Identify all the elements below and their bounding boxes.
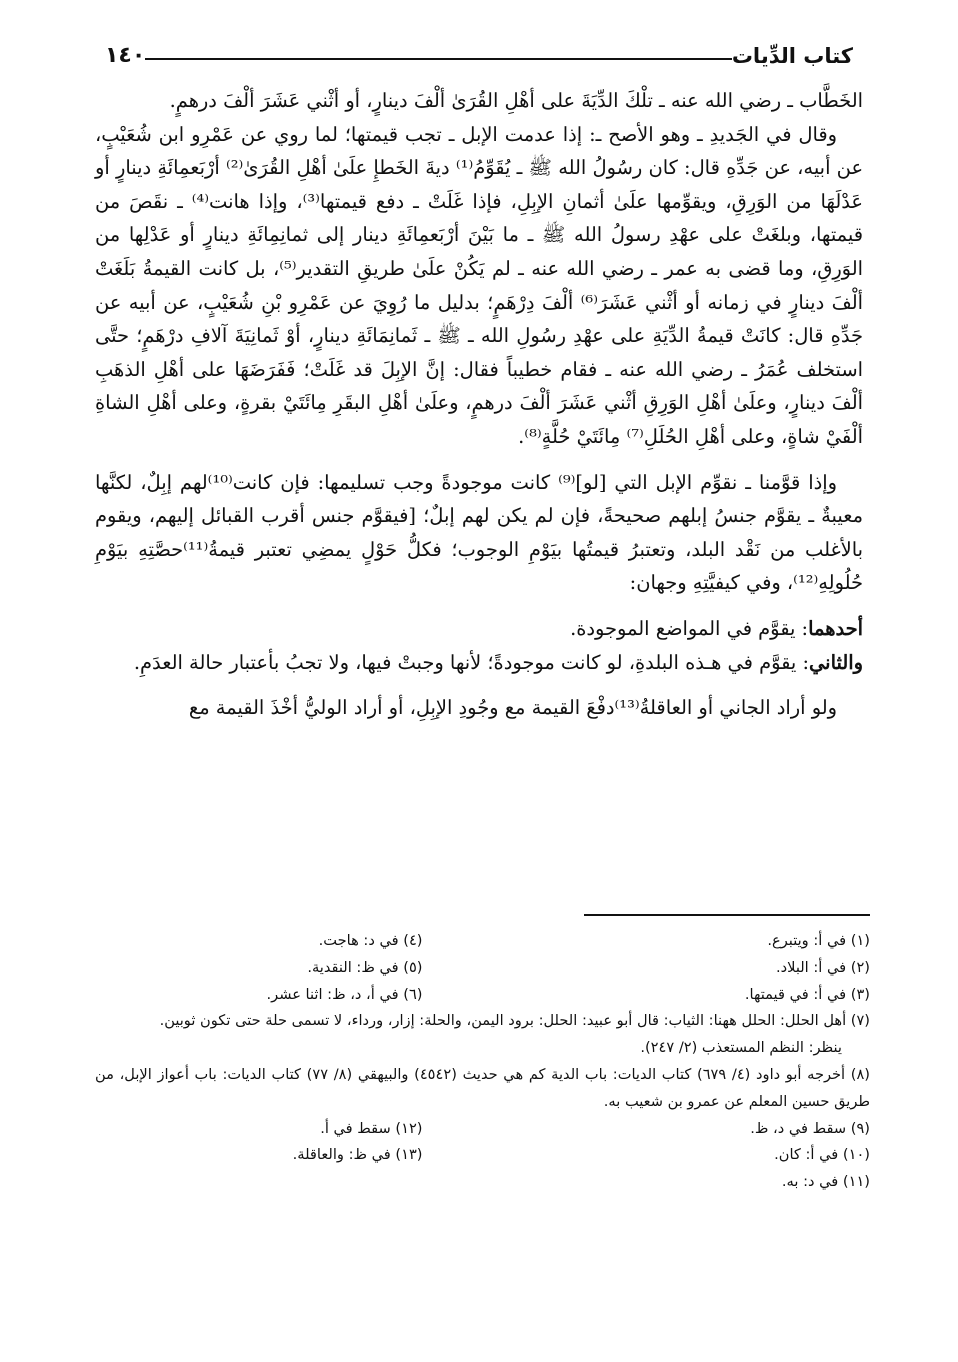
footnote-10: (١٠) في أ: كان. xyxy=(774,1146,870,1164)
paragraph-first-view xyxy=(95,612,863,646)
paragraph-continuation: الخَطَّاب ـ رضي الله عنه ـ تلْكَ الدِّيَةَ على أهْلِ القُرَىٰ ألْفَ دينارٍ، أو أثْني عَشَرَ ألْفَ درهمٍ. xyxy=(169,89,863,112)
footnotes xyxy=(95,928,870,1196)
footnote-row xyxy=(95,982,870,1009)
footnote-separator xyxy=(584,914,870,916)
footnote-7-reference: ينظر: النظم المستعذب (٢/ ٢٤٧). xyxy=(640,1039,842,1057)
chapter-title: كتاب الدِّيات xyxy=(731,44,853,68)
footnote-4: (٤) في د: هاجت. xyxy=(318,932,423,949)
running-header xyxy=(95,34,863,68)
footnote-7: (٧) أهل الحلل: الحلل ههنا: الثياب: قال أبو عبيد: الحلل: برود اليمن، والحلة: إزار، ورداء، لا تسمى حلة حتى تكون ثوبين. xyxy=(159,1012,870,1030)
footnote-9: (٩) سقط في د، ظ. xyxy=(750,1119,870,1137)
footnote-13: (١٣) في ظ: والعاقلة. xyxy=(292,1146,423,1164)
footnote-row xyxy=(95,1116,870,1143)
footnote-2: (٢) في أ: البلاد. xyxy=(775,958,870,976)
paragraph-offender: ولو أراد الجاني أو العاقلةُ⁽¹³⁾دفْعَ القيمة مع وجُودِ الإبِلِ، أو أراد الوليُّ أخْذَ القيمة مع xyxy=(188,696,837,720)
footnote-6: (٦) في أ، د، ظ: اثنا عشر. xyxy=(266,985,423,1003)
header-rule xyxy=(145,58,732,60)
footnote-1: (١) في أ: ويتبرع. xyxy=(767,932,870,949)
paragraph-second-view xyxy=(95,646,863,680)
footnote-row xyxy=(95,955,870,982)
page-number: ١٤٠ xyxy=(105,43,146,68)
second-view-text: : يقوَّم في هـذه البلدةِ، لو كانت موجودةً؛ لأنها وجبتْ فيها، ولا تجبُ بأعتبار حالة العدَمِ. xyxy=(133,650,810,674)
paragraph-valuation: وإذا قوَّمنا ـ نقوِّم الإبل التي [لو]⁽⁹⁾ كانت موجودةً وجب تسليمها: فإن كانت⁽¹⁰⁾لهم إبِلٌ، لكنَّها معيبةٌ ـ يقوَّم جنسُ إبلهم صحيحةً، فإن لم يكن لهم إبلٌ؛ [فيقوَّم جنس أقرب القبائل إليهم، ويقوم بالأغلب من نَقْد البلد، وتعتبرُ قيمتُها بيَوْمِ الوجوب؛ فكلُّ حَوْلٍ يمضِي تعتبر قيمةُ⁽¹¹⁾حصَّتِهِ بيَوْمِ حُلُولِهِ⁽¹²⁾، وفي كيفيَّتِهِ وجهان: xyxy=(95,470,864,595)
footnote-row xyxy=(95,1142,870,1169)
first-view-label: أحدهما xyxy=(808,616,863,640)
paragraph-new-doctrine: وقال في الجَديدِ ـ وهو الأصح ـ: إذا عدمت الإبل ـ تجب قيمتها؛ لما روي عن عَمْرِو ابن شُعَيْبٍ، عن أبيه، عن جَدِّهِ قال: كان رسُولُ الله ﷺ ـ يُقَوِّمُ⁽¹⁾ ديةَ الخَطإِ علَىٰ أهْلِ القُرَىٰ⁽²⁾ أرْبَعمِائَةِ دينارٍ أو عَدْلَهَا من الوَرِقِ، ويقوِّمها علَىٰ أثمانِ الإبِلِ، فإذا غَلَتْ ـ دفع قيمتها⁽³⁾، وإذا هانت⁽⁴⁾ ـ نقَصَ من قيمتها، وبلغَتْ على عهْدِ رسولُ الله ﷺ ـ ما بَيْنَ أرْبَعمِائَةِ دينار إلى ثمانِمِائَةِ دينارٍ أو عَدْلِها من الوَرِقِ، وما قضى به عمر ـ رضي الله عنه ـ لم يَكُنْ علَىٰ طريقِ التقدير⁽⁵⁾، بل كانت القيمةُ بَلَغَتْ ألْفَ دينارٍ في زمانه أو أثْني عَشَرَ⁽⁶⁾ ألْفَ دِرْهَمٍ؛ بدليل ما رُوِيَ عن عَمْرِو بْنِ شُعَيْبٍ، عن أبيه عن جَدِّهِ قال: كانَتْ قيمةُ الدِّيَةِ على عهْدِ رسُولِ الله ـ ﷺ ـ ثَمانِمَائَةِ دينارٍ، أوْ ثَمانِيَةَ آلافِ درْهَمٍ؛ حتَّى استخلف عُمَرُ ـ رضي الله عنه ـ فقام خطيباً فقال: إنَّ الإبِلَ قد غَلَتْ؛ فَفَرَضَهَا على أهْلِ الذهَبِ ألْفَ دينارٍ، وعلَىٰ أهْلِ الوَرِقِ أثْني عَشَرَ ألْفَ درهمٍ، وعلَىٰ أهْلِ البقَرِ مِائَتَيْ بقرةٍ، وعلى أهْلِ الشاةِ ألْفَيْ شاةٍ، وعلى أهْلِ الحُلَلِ⁽⁷⁾ مِائَتَيْ حُلَّةٍ⁽⁸⁾. xyxy=(95,122,864,448)
footnote-11: (١١) في د: به. xyxy=(781,1173,870,1191)
main-text xyxy=(95,84,863,725)
second-view-label: والثاني xyxy=(809,650,863,674)
footnote-5: (٥) في ظ: النقدية. xyxy=(307,958,423,976)
first-view-text: : يقوَّم في المواضع الموجودة. xyxy=(570,616,809,640)
footnote-row xyxy=(95,928,870,955)
footnote-8: (٨) أخرجه أبو داود (٤/ ٦٧٩) كتاب الديات: باب الدية كم هي حديث (٤٥٤٢) والبيهقي (٨/ ٧٧) كتاب الديات: باب أعواز الإبل، من طريق حسين المعلم عن عمرو بن شعيب به. xyxy=(95,1065,870,1110)
footnote-3: (٣) في أ: في قيمتها. xyxy=(744,985,870,1003)
footnote-12: (١٢) سقط في أ. xyxy=(320,1119,423,1137)
